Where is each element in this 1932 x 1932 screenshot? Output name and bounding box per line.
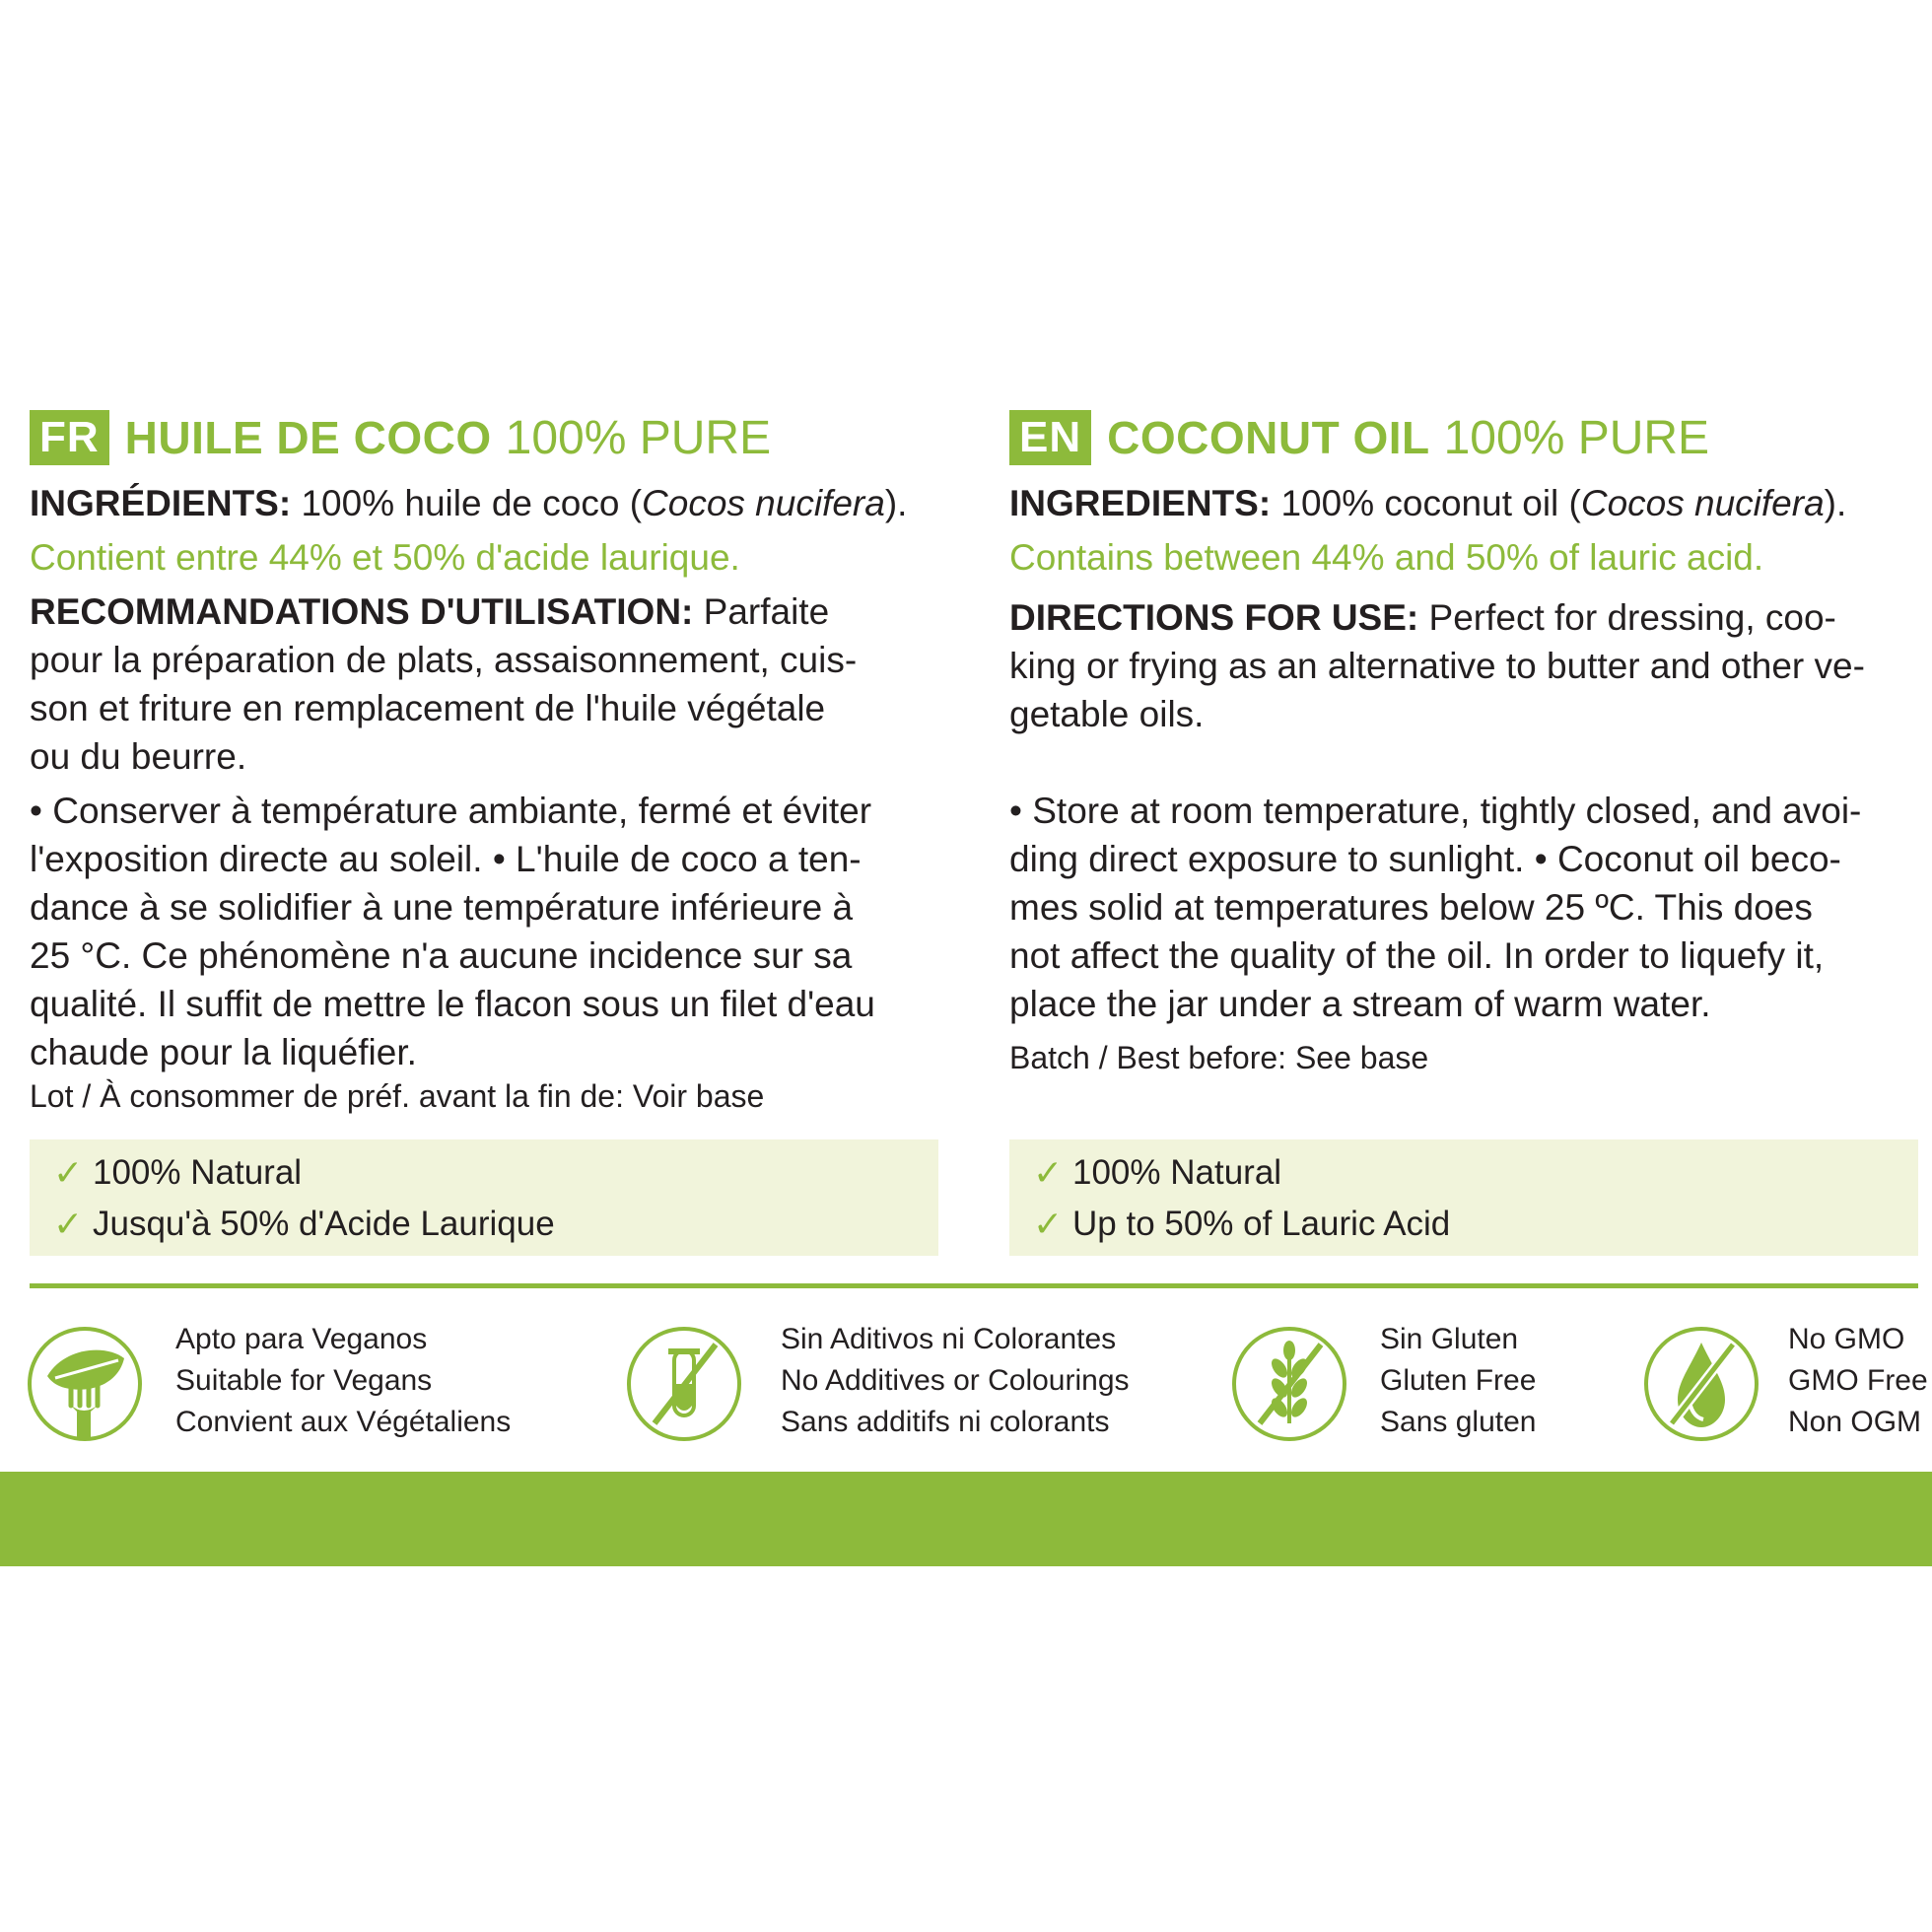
french-storage: • Conserver à température ambiante, fermé et éviter l'exposition directe au soleil. • L'huile de coco a ten- dance à se solidifier à une température inférieure à 25 °C. Ce phénomène n'a aucune incidence sur sa qualité. Il suffit de mettre le flacon sous un filet d'eau chaude pour la liquéfier.: [30, 791, 875, 1072]
no-additives-test-tube-icon: [625, 1325, 743, 1443]
check-icon: ✓: [1033, 1152, 1064, 1193]
english-batch-info: Batch / Best before: See base: [1009, 1040, 1429, 1075]
claim-item: ✓ Up to 50% of Lauric Acid: [1033, 1204, 1451, 1244]
english-title: [1009, 410, 1918, 465]
french-lauric-note: Contient entre 44% et 50% d'acide laurique.: [30, 537, 740, 578]
section-divider: [30, 1283, 1918, 1288]
claim-item: ✓ Jusqu'à 50% d'Acide Laurique: [53, 1204, 555, 1244]
badge-gluten-free-text: Sin Gluten Gluten Free Sans gluten: [1380, 1323, 1537, 1438]
check-icon: ✓: [53, 1204, 84, 1244]
english-usage: DIRECTIONS FOR USE: Perfect for dressing, coo- king or frying as an alternative to butter and other ve- getable oils.: [1009, 597, 1865, 734]
french-purity: 100% PURE: [505, 411, 772, 464]
english-storage: • Store at room temperature, tightly closed, and avoi- ding direct exposure to sunlight. • Coconut oil beco- mes solid at temperatures below 25 ºC. This does not affect the quality of the oil. In order to liquefy it, place the jar under a stream of warm water.: [1009, 791, 1862, 1024]
french-column: [30, 410, 938, 1116]
claim-item: ✓ 100% Natural: [1033, 1152, 1282, 1193]
english-claims-box: [1009, 1139, 1918, 1256]
french-ingredients: INGRÉDIENTS: 100% huile de coco (Cocos nucifera).: [30, 483, 908, 523]
bottom-color-band: [0, 1472, 1932, 1566]
english-lauric-note: Contains between 44% and 50% of lauric acid.: [1009, 537, 1764, 578]
french-product-name: HUILE DE COCO: [124, 412, 492, 463]
language-badge-fr: FR: [30, 410, 109, 465]
english-product-name: COCONUT OIL: [1107, 412, 1430, 463]
check-icon: ✓: [1033, 1204, 1064, 1244]
gmo-free-drop-icon: [1642, 1325, 1760, 1443]
english-ingredients: INGREDIENTS: 100% coconut oil (Cocos nucifera).: [1009, 483, 1847, 523]
vegan-leaf-fork-icon: [26, 1325, 144, 1443]
french-usage: RECOMMANDATIONS D'UTILISATION: Parfaite pour la préparation de plats, assaisonnement, cuis- son et friture en remplacement de l'huile végétale ou du beurre.: [30, 591, 858, 777]
language-badge-en: EN: [1009, 410, 1091, 465]
badge-gmo-free-text: No GMO GMO Free Non OGM: [1788, 1323, 1928, 1438]
badge-no-additives-text: Sin Aditivos ni Colorantes No Additives or Colourings Sans additifs ni colorants: [781, 1323, 1130, 1438]
french-claims-box: [30, 1139, 938, 1256]
gluten-free-wheat-icon: [1230, 1325, 1348, 1443]
claim-item: ✓ 100% Natural: [53, 1152, 303, 1193]
check-icon: ✓: [53, 1152, 84, 1193]
badge-vegan-text: Apto para Veganos Suitable for Vegans Convient aux Végétaliens: [175, 1323, 512, 1438]
english-column: [1009, 410, 1918, 1077]
english-purity: 100% PURE: [1443, 411, 1710, 464]
french-batch-info: Lot / À consommer de préf. avant la fin de: Voir base: [30, 1078, 765, 1114]
french-title: [30, 410, 938, 465]
